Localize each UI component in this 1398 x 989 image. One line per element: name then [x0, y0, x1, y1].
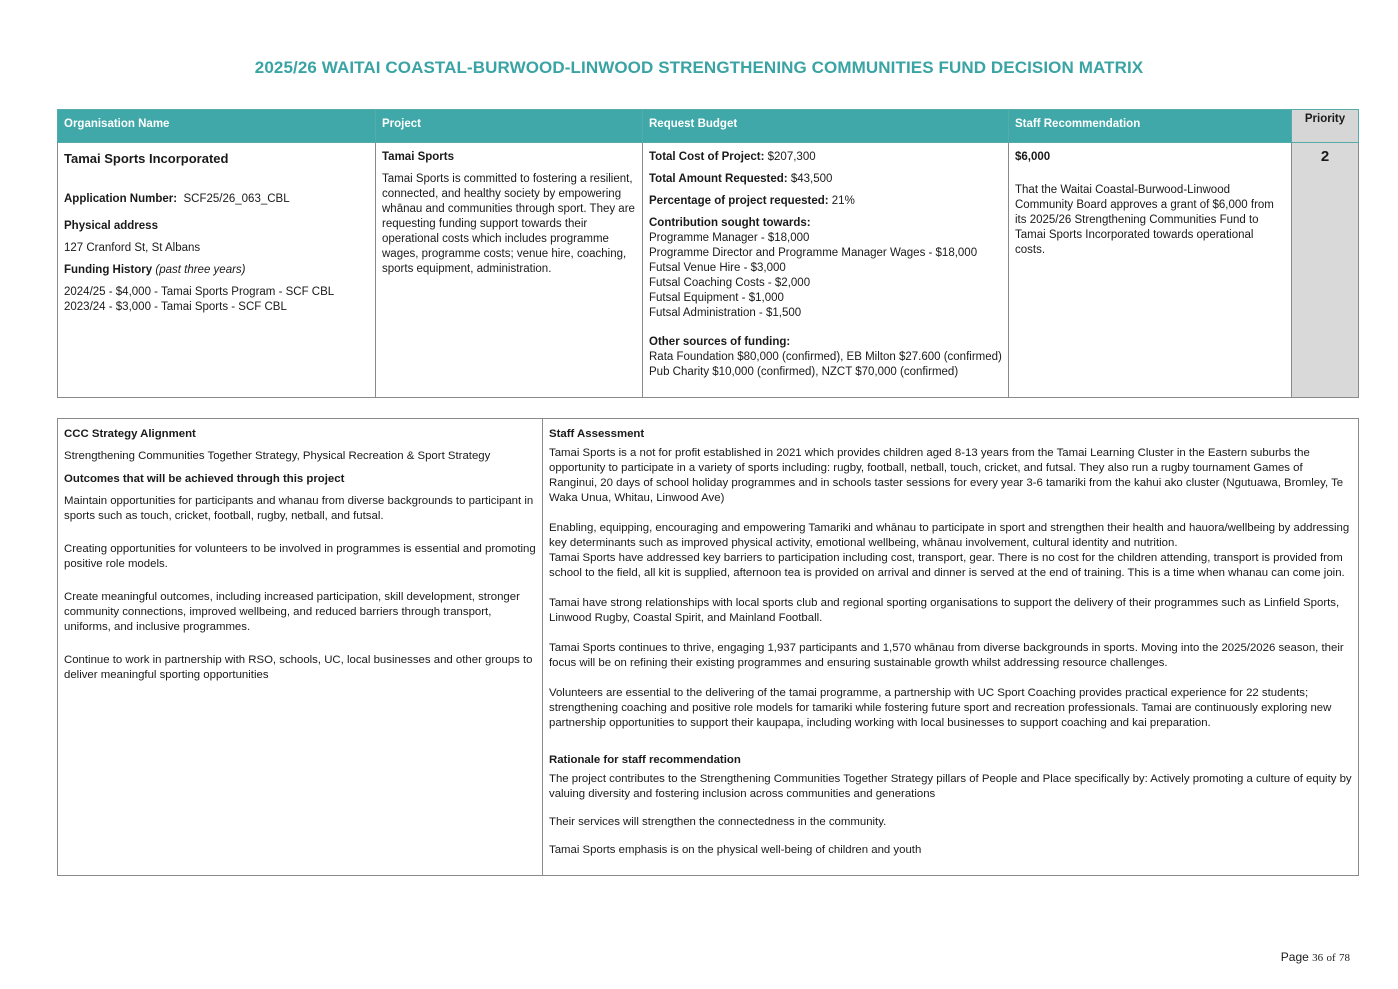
other-funding: Rata Foundation $80,000 (confirmed), EB Milton $27.600 (confirmed) Pub Charity $10,000 (confirmed), NZCT $70,000 (confirmed) [649, 351, 1002, 378]
rationale-paragraph: Tamai Sports emphasis is on the physical well-being of children and youth [549, 844, 922, 856]
total-requested-label: Total Amount Requested: [649, 173, 788, 185]
contribution-item: Futsal Equipment - $1,000 [649, 292, 784, 304]
assessment-paragraph: Tamai Sports have addressed key barriers to participation including cost, transport, gear. There is no cost for the children attending, transport is provided from school to the field, all kit is supplied, afternoon tea is provided on arrival and dinner is served at the end of training. This is a time when whanau can come join. [549, 552, 1345, 579]
funding-history-label: Funding History [64, 264, 153, 276]
header-budget: Request Budget [643, 110, 1009, 143]
page-current: 36 [1312, 952, 1324, 964]
contribution-item: Programme Director and Programme Manager Wages - $18,000 [649, 247, 978, 259]
outcome-item: Creating opportunities for volunteers to be involved in programmes is essential and promoting positive role models. [64, 543, 536, 570]
strategy-heading: CCC Strategy Alignment [64, 428, 196, 440]
recommended-amount: $6,000 [1015, 151, 1051, 163]
rationale-heading: Rationale for staff recommendation [549, 754, 741, 766]
project-description: Tamai Sports is committed to fostering a resilient, connected, and healthy society by empowering whānau and communities through sport. They are requesting funding support towards their operational costs which includes programme wages, programme costs; venue hire, coaching, sports equipment, administration. [382, 173, 635, 275]
funding-history-item: 2023/24 - $3,000 - Tamai Sports - SCF CBL [64, 301, 287, 313]
rationale-paragraph: The project contributes to the Strengthening Communities Together Strategy pillars of People and Place specifically by: Actively promoting a culture of equity by valuing diversity and fostering inclusion across communities and generations [549, 773, 1352, 800]
funding-history-item: 2024/25 - $4,000 - Tamai Sports Program - SCF CBL [64, 286, 335, 298]
header-row [58, 110, 1359, 143]
funding-history-note: (past three years) [155, 264, 246, 276]
page-of: of [1326, 952, 1336, 964]
strategy-cell [58, 419, 543, 876]
outcome-item: Continue to work in partnership with RSO, schools, UC, local businesses and other groups to deliver meaningful sporting opportunities [64, 654, 533, 681]
total-requested: $43,500 [790, 173, 833, 185]
percentage: 21% [831, 195, 855, 207]
other-funding-label: Other sources of funding: [649, 336, 791, 348]
outcome-item: Maintain opportunities for participants and whanau from diverse backgrounds to participant in sports such as touch, cricket, football, rugby, netball, and futsal. [64, 495, 534, 522]
address-label: Physical address [64, 220, 158, 232]
application-number-label: Application Number: [64, 193, 178, 205]
percentage-label: Percentage of project requested: [649, 195, 829, 207]
outcome-item: Create meaningful outcomes, including increased participation, skill development, stronger community connections, improved wellbeing, and reduced barriers through transport, uniforms, and inclusive programmes. [64, 591, 520, 633]
rationale-paragraph: Their services will strengthen the connectedness in the community. [549, 816, 887, 828]
application-row [58, 143, 1359, 398]
organisation-cell [58, 143, 376, 398]
decision-table [57, 109, 1359, 398]
contribution-item: Futsal Coaching Costs - $2,000 [649, 277, 811, 289]
address: 127 Cranford St, St Albans [64, 242, 201, 254]
assessment-heading: Staff Assessment [549, 428, 645, 440]
page-total: 78 [1339, 952, 1350, 964]
assessment-paragraph: Enabling, equipping, encouraging and empowering Tamariki and whānau to participate in sport and strengthen their health and hauora/wellbeing by addressing key determinants such as improved physical activity, emotional wellbeing, whānau involvement, cultural identity and nutrition. [549, 522, 1350, 549]
header-org: Organisation Name [58, 110, 376, 143]
contribution-label: Contribution sought towards: [649, 217, 811, 229]
outcomes-heading: Outcomes that will be achieved through this project [64, 473, 345, 485]
total-cost-label: Total Cost of Project: [649, 151, 765, 163]
project-name: Tamai Sports [382, 151, 454, 163]
header-recommendation: Staff Recommendation [1009, 110, 1292, 143]
project-cell [376, 143, 643, 398]
staff-assessment-cell [543, 419, 1359, 876]
header-priority: Priority [1292, 110, 1359, 143]
contribution-item: Futsal Administration - $1,500 [649, 307, 802, 319]
assessment-paragraph: Volunteers are essential to the delivering of the tamai programme, a partnership with UC Sport Coaching provides practical experience for 22 students; strengthening coaching and positive role models for tamariki while fostering future sport and recreation professionals. Tamai are continuously exploring new partnership opportunities to support their kaupapa, including working with local businesses to support coaching and kai preparation. [549, 687, 1332, 729]
budget-cell [643, 143, 1009, 398]
assessment-row [58, 419, 1359, 876]
page-title: 2025/26 WAITAI COASTAL-BURWOOD-LINWOOD STRENGTHENING COMMUNITIES FUND DECISION MATRIX [254, 58, 1144, 77]
recommendation-cell [1009, 143, 1292, 398]
header-project: Project [376, 110, 643, 143]
assessment-paragraph: Tamai Sports continues to thrive, engaging 1,937 participants and 1,570 whānau from diverse backgrounds in sports. Moving into the 2025/2026 season, their focus will be on refining their existing programmes and ensuring sustainable growth whilst addressing resource challenges. [549, 642, 1344, 669]
page-label: Page [1280, 950, 1309, 964]
recommendation-text: That the Waitai Coastal-Burwood-Linwood Community Board approves a grant of $6,000 from its 2025/26 Strengthening Communities Fund to Tamai Sports Incorporated towards operational costs. [1015, 184, 1274, 256]
contribution-item: Programme Manager - $18,000 [649, 232, 810, 244]
priority-value: 2 [1292, 143, 1359, 398]
total-cost: $207,300 [767, 151, 816, 163]
strategy-alignment: Strengthening Communities Together Strategy, Physical Recreation & Sport Strategy [64, 450, 491, 462]
assessment-table [57, 418, 1359, 876]
assessment-paragraph: Tamai Sports is a not for profit established in 2021 which provides children aged 8-13 years from the Tamai Learning Cluster in the Eastern suburbs the opportunity to participate in a variety of sports including: rugby, football, netball, touch, cricket, and futsal. They also run a rugby tournament Games of Ranginui, 20 days of school holiday programmes and in schools taster sessions for every year 3-6 tamariki from the kahui ako cluster (Ngutuawa, Bromley, Te Waka Unua, Whitau, Linwood Ave) [549, 447, 1344, 504]
assessment-paragraph: Tamai have strong relationships with local sports club and regional sporting organisations to support the delivery of their programmes such as Linfield Sports, Linwood Rugby, Coastal Spirit, and Mainland Football. [549, 597, 1340, 624]
organisation-name: Tamai Sports Incorporated [64, 151, 229, 166]
page-number [1281, 950, 1350, 964]
application-number: SCF25/26_063_CBL [183, 193, 290, 205]
contribution-item: Futsal Venue Hire - $3,000 [649, 262, 786, 274]
